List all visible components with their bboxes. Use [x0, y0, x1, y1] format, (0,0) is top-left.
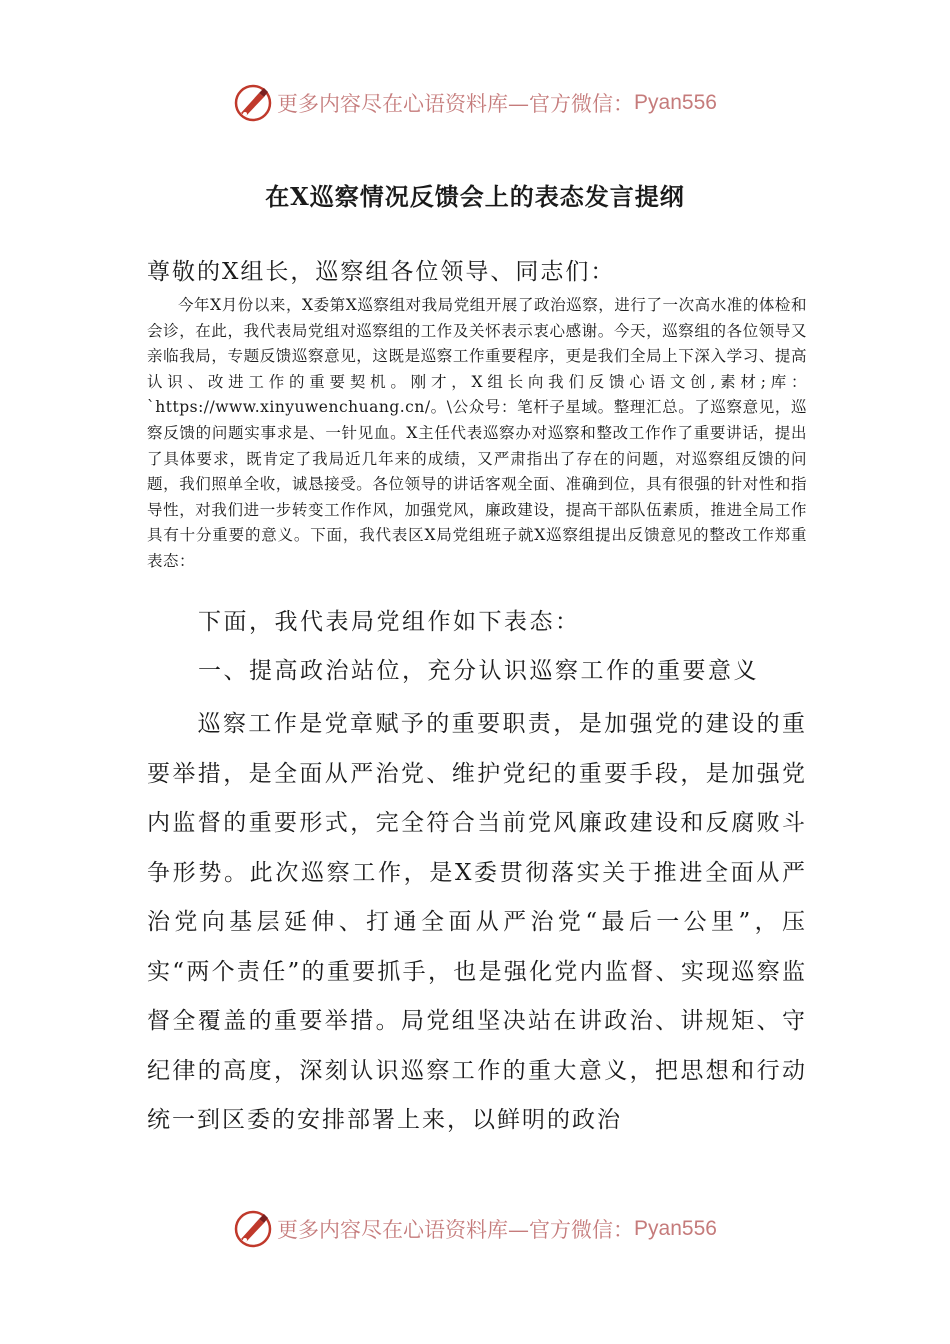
footer-watermark-banner [0, 1204, 950, 1254]
intro-paragraph: 今年X月份以来，X委第X巡察组对我局党组开展了政治巡察，进行了一次高水准的体检和会诊，在此，我代表局党组对巡察组的工作及关怀表示衷心感谢。今天，巡察组的各位领导又亲临我局，专题反馈巡察意见，这既是巡察工作重要程序，更是我们全局上下深入学习、提高认识、改进工作的重要契机。刚才，X组长向我们反馈心语文创,素材;库：`https://www.xinyuwenchuang.cn/。\公众号：笔杆子星域。整理汇总。了巡察意见，巡察反馈的问题实事求是、一针见血。X主任代表巡察办对巡察和整改工作作了重要讲话，提出了具体要求，既肯定了我局近几年来的成绩，又严肃指出了存在的问题，对巡察组反馈的问题，我们照单全收，诚恳接受。各位领导的讲话客观全面、准确到位，具有很强的针对性和指导性，对我们进一步转变工作作风，加强党风，廉政建设，提高干部队伍素质，推进全局工作具有十分重要的意义。下面，我代表区X局党组班子就X巡察组提出反馈意见的整改工作郑重表态： [147, 296, 807, 570]
banner-wechat-handle: Pyan556 [634, 1217, 717, 1240]
body-paragraph: 巡察工作是党章赋予的重要职责，是加强党的建设的重要举措，是全面从严治党、维护党纪的重要手段，是加强党内监督的重要形式，完全符合当前党风廉政建设和反腐败斗争形势。此次巡察工作，是X委贯彻落实关于推进全面从严治党向基层延伸、打通全面从严治党“最后一公里”，压实“两个责任”的重要抓手，也是强化党内监督、实现巡察监督全覆盖的重要举措。局党组坚决站在讲政治、讲规矩、守纪律的高度，深刻认识巡察工作的重大意义，把思想和行动统一到区委的安排部署上来，以鲜明的政治 [147, 711, 807, 1133]
document-title: 在X巡察情况反馈会上的表态发言提纲 [265, 182, 685, 211]
transition-line: 下面，我代表局党组作如下表态： [198, 609, 581, 635]
header-watermark-banner [0, 78, 950, 128]
greeting-line: 尊敬的X组长，巡察组各位领导、同志们： [147, 259, 616, 285]
banner-text: 更多内容尽在心语资料库—官方微信： [277, 1218, 635, 1242]
banner-text: 更多内容尽在心语资料库—官方微信： [277, 92, 635, 116]
pen-nib-logo-icon [233, 1209, 273, 1249]
section-heading: 一、提高政治站位，充分认识巡察工作的重要意义 [198, 658, 759, 684]
pen-nib-logo-icon [233, 83, 273, 123]
banner-wechat-handle: Pyan556 [634, 91, 717, 114]
